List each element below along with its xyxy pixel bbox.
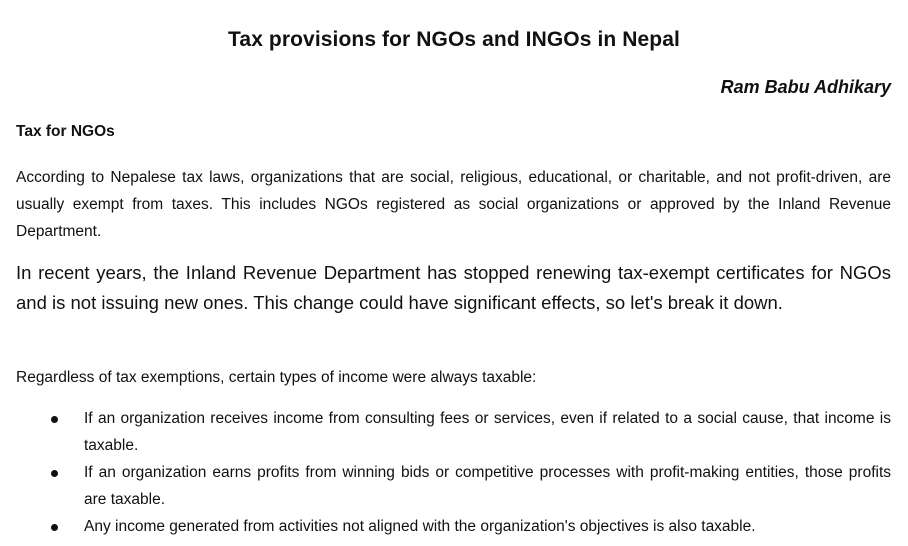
paragraph-recent-changes: In recent years, the Inland Revenue Department has stopped renewing tax-exempt certificates for NGOs and is not issuing new ones. This change could have significant effects, so let's break it down. (16, 262, 891, 313)
list-item (0, 513, 891, 540)
paragraph-taxable-intro: Regardless of tax exemptions, certain types of income were always taxable: (16, 369, 537, 386)
author-name: Ram Babu Adhikary (720, 77, 891, 97)
bullet-icon (51, 416, 58, 423)
list-item-text: Any income generated from activities not aligned with the organization's objectives is also taxable. (84, 518, 756, 535)
list-item-text: If an organization receives income from consulting fees or services, even if related to a social cause, that income is taxable. (84, 410, 891, 454)
list-item-text: If an organization earns profits from winning bids or competitive processes with profit-making entities, those profits are taxable. (84, 464, 891, 508)
paragraph-tax-exemption: According to Nepalese tax laws, organizations that are social, religious, educational, or charitable, and not profit-driven, are usually exempt from taxes. This includes NGOs registered as social organizations or approved by the Inland Revenue Department. (16, 169, 891, 240)
taxable-income-list (0, 405, 891, 540)
bullet-icon (51, 470, 58, 477)
bullet-icon (51, 524, 58, 531)
document-title: Tax provisions for NGOs and INGOs in Nepal (228, 28, 680, 51)
list-item (0, 405, 891, 459)
section-heading: Tax for NGOs (16, 123, 115, 140)
list-item (0, 459, 891, 513)
